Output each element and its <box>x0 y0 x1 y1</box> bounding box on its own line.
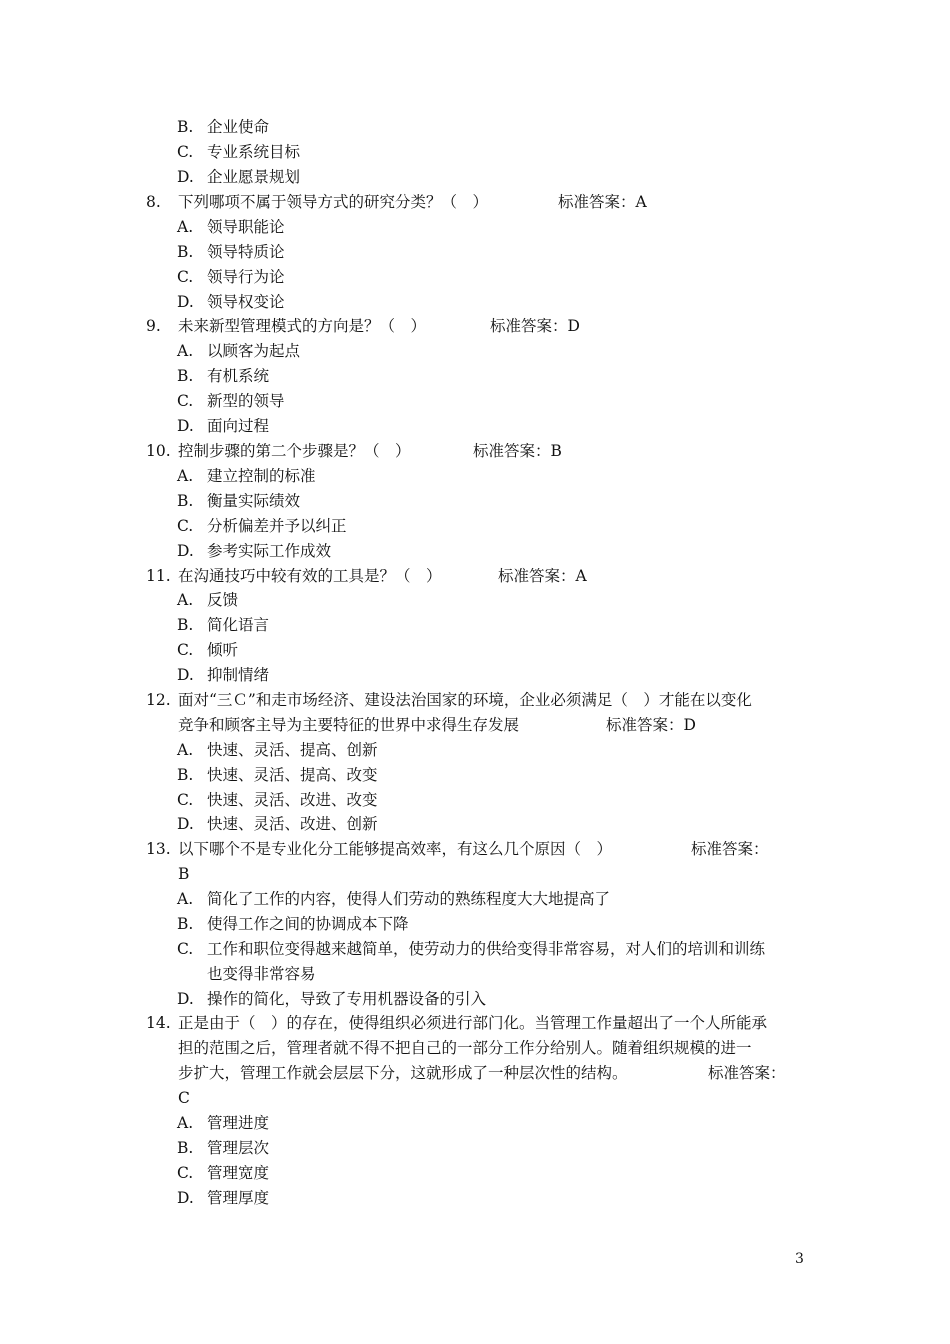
option-q7-d: D. 企业愿景规划 <box>177 168 301 186</box>
option-q10-b: B. 衡量实际绩效 <box>177 492 301 510</box>
option-q9-c: C. 新型的领导 <box>177 392 285 410</box>
option-q14-d: D. 管理厚度 <box>177 1189 270 1207</box>
option-q14-c: C. 管理宽度 <box>177 1164 270 1182</box>
option-q8-b: B. 领导特质论 <box>177 243 285 261</box>
option-q9-d: D. 面向过程 <box>177 417 270 435</box>
answer-label-q14: 标准答案： <box>708 1064 786 1082</box>
answer-q12: 标准答案：D <box>606 716 696 734</box>
option-q8-a: A. 领导职能论 <box>177 218 285 236</box>
question-14: 14. 正是由于（ ）的存在，使得组织必须进行部门化。当管理工作量超出了一个人所能承 <box>146 1014 768 1032</box>
answer-q9: 标准答案：D <box>490 317 580 335</box>
question-14-continued-2: 步扩大，管理工作就会层层下分，这就形成了一种层次性的结构。 标准答案： <box>178 1061 628 1086</box>
answer-label-q13: 标准答案： <box>691 840 769 858</box>
option-q9-a: A. 以顾客为起点 <box>177 342 301 360</box>
option-q14-b: B. 管理层次 <box>177 1139 270 1157</box>
answer-q10: 标准答案：B <box>473 442 562 460</box>
option-q13-c-continued: 也变得非常容易 <box>207 965 316 983</box>
option-q14-a: A. 管理进度 <box>177 1114 270 1132</box>
option-q12-b: B. 快速、灵活、提高、改变 <box>177 766 378 784</box>
option-q11-b: B. 简化语言 <box>177 616 270 634</box>
question-9: 9. 未来新型管理模式的方向是？（ ） 标准答案：D <box>146 314 806 339</box>
answer-value-q13: B <box>178 865 190 883</box>
option-q10-a: A. 建立控制的标准 <box>177 467 316 485</box>
option-q11-a: A. 反馈 <box>177 591 239 609</box>
option-q10-d: D. 参考实际工作成效 <box>177 542 332 560</box>
option-q11-d: D. 抑制情绪 <box>177 666 270 684</box>
question-11: 11. 在沟通技巧中较有效的工具是？（ ） 标准答案：A <box>146 564 806 589</box>
question-12: 12. 面对“三Ｃ”和走市场经济、建设法治国家的环境，企业必须满足（ ）才能在以变化 <box>146 691 752 709</box>
option-q11-c: C. 倾听 <box>177 641 239 659</box>
option-q13-d: D. 操作的简化，导致了专用机器设备的引入 <box>177 990 487 1008</box>
answer-value-q14: C <box>178 1089 190 1107</box>
page-number: 3 <box>795 1251 804 1267</box>
question-10: 10. 控制步骤的第二个步骤是？（ ） 标准答案：B <box>146 439 806 464</box>
answer-q11: 标准答案：A <box>498 567 587 585</box>
option-q10-c: C. 分析偏差并予以纠正 <box>177 517 347 535</box>
option-q12-a: A. 快速、灵活、提高、创新 <box>177 741 378 759</box>
option-q7-b: B. 企业使命 <box>177 118 270 136</box>
option-q12-d: D. 快速、灵活、改进、创新 <box>177 815 378 833</box>
option-q13-b: B. 使得工作之间的协调成本下降 <box>177 915 409 933</box>
option-q13-a: A. 简化了工作的内容，使得人们劳动的熟练程度大大地提高了 <box>177 890 611 908</box>
option-q9-b: B. 有机系统 <box>177 367 270 385</box>
question-14-continued-1: 担的范围之后，管理者就不得不把自己的一部分工作分给别人。随着组织规模的进一 <box>178 1039 752 1057</box>
option-q13-c: C. 工作和职位变得越来越简单，使劳动力的供给变得非常容易，对人们的培训和训练 <box>177 940 766 958</box>
answer-q8: 标准答案：A <box>558 193 647 211</box>
option-q8-d: D. 领导权变论 <box>177 293 285 311</box>
option-q8-c: C. 领导行为论 <box>177 268 285 286</box>
option-q12-c: C. 快速、灵活、改进、改变 <box>177 791 378 809</box>
question-8: 8. 下列哪项不属于领导方式的研究分类？（ ） 标准答案：A <box>146 190 806 215</box>
option-q7-c: C. 专业系统目标 <box>177 143 301 161</box>
question-12-continued: 竞争和顾客主导为主要特征的世界中求得生存发展 标准答案：D <box>178 713 519 738</box>
question-13: 13. 以下哪个不是专业化分工能够提高效率，有这么几个原因（ ） 标准答案： <box>146 837 806 862</box>
